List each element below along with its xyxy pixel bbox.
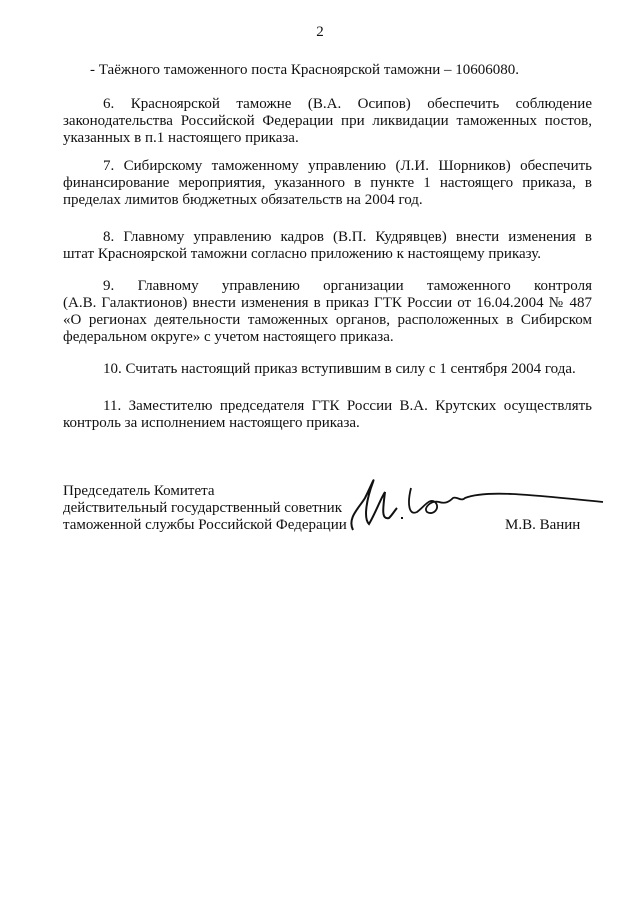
signatory-title-line: действительный государственный советник (63, 500, 343, 516)
intro-line: - Таёжного таможенного поста Красноярской таможни – 10606080. (90, 62, 520, 78)
paragraph-line: 9. Главному управлению организации таможенного контроля (103, 278, 592, 294)
signatory-name: М.В. Ванин (505, 517, 581, 533)
paragraph-line: 11. Заместителю председателя ГТК России В.А. Крутских осуществлять (103, 398, 592, 414)
paragraph-line: контроль за исполнением настоящего приказа. (63, 415, 360, 431)
paragraph-line: «О регионах деятельности таможенных органов, расположенных в Сибирском (63, 312, 592, 328)
paragraph-line: пределах лимитов бюджетных обязательств на 2004 год. (63, 192, 423, 208)
paragraph-line: финансирование мероприятия, указанного в пункте 1 настоящего приказа, в (63, 175, 592, 191)
paragraph-line: штат Красноярской таможни согласно приложению к настоящему приказу. (63, 246, 542, 262)
paragraph-line: 8. Главному управлению кадров (В.П. Кудрявцев) внести изменения в (103, 229, 592, 245)
page-number: 2 (316, 24, 324, 40)
paragraph-line: законодательства Российской Федерации при ликвидации таможенных постов, (63, 113, 592, 129)
paragraph-line: 7. Сибирскому таможенному управлению (Л.И. Шорников) обеспечить (103, 158, 592, 174)
paragraph-line: федеральном округе» с учетом настоящего приказа. (63, 329, 394, 345)
paragraph-line: 10. Считать настоящий приказ вступившим в силу с 1 сентября 2004 года. (103, 361, 576, 377)
signatory-title-line: таможенной службы Российской Федерации (63, 517, 347, 533)
paragraph-line: указанных в п.1 настоящего приказа. (63, 130, 299, 146)
signatory-title-line: Председатель Комитета (63, 483, 215, 499)
paragraph-line: 6. Красноярской таможне (В.А. Осипов) обеспечить соблюдение (103, 96, 592, 112)
paragraph-line: (А.В. Галактионов) внести изменения в приказ ГТК России от 16.04.2004 № 487 (63, 295, 592, 311)
